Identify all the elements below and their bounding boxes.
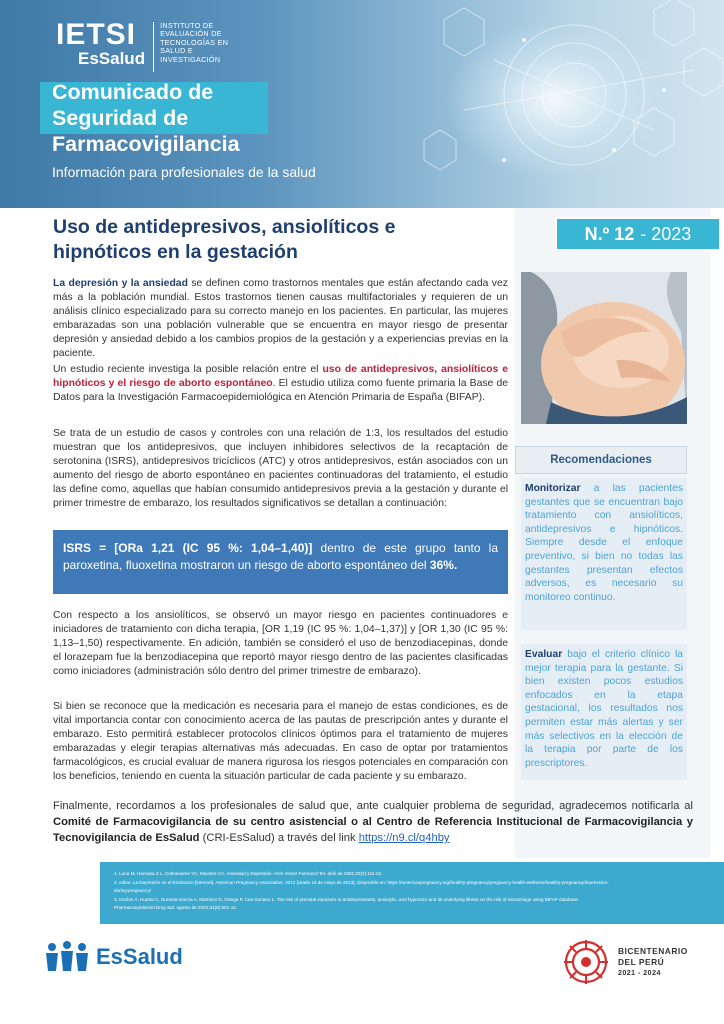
logo-subtitle-line: SALUD E	[160, 46, 193, 56]
bulletin-title	[52, 79, 240, 157]
recommendation-evaluate	[521, 644, 687, 780]
paragraph-conclusion: Si bien se reconoce que la medicación es necesaria para el manejo de estas condiciones, es de vital importancia contar con conocimiento acerca de las pautas de prescripción antes y durante el embarazo. Esto permitirá establecer protocolos clínicos óptimos para el tratamiento de mujeres embarazadas y elegir terapias alternativas más adecuadas. En caso de optar por tratamientos farmacológicos, es crucial evaluar de manera rigurosa los riesgos potenciales en comparación con los beneficios, teniendo en cuenta la situación particular de cada paciente y su embarazo.	[53, 701, 508, 782]
bicentenario-line: DEL PERÚ	[618, 956, 665, 967]
reference-item: during-pregnancy/	[114, 888, 152, 894]
intro-text: se definen como trastornos mentales que están afectando cada vez más a la población mundial. Estos trastornos tienen causas multifactoriales y requieren de un análisis clínico especializado para su correcto manejo en los pacientes. En particular, las mujeres embarazadas son una población vulnerable que se encuentra en mayor riesgo de presentar depresión y ansiedad debido a los cambios propios de la gestación y a experiencias previas en la paciente.	[53, 278, 508, 359]
bicentenario-years: 2021 - 2024	[618, 969, 661, 977]
final-notice-committee: Comité de Farmacovigilancia de su centro asistencial o al Centro de Referencia Institucional de Farmacovigilancia y Tecnovigilancia de EsSalud	[53, 816, 693, 844]
bulletin-title-line: Comunicado de	[52, 80, 214, 104]
report-link[interactable]: https://n9.cl/q4hby	[358, 832, 450, 844]
bicentenario-emblem-icon	[562, 938, 610, 986]
reference-item: Pharmacoepidemiol Drug Saf. agosto de 2022;31(8):801-12.	[114, 905, 238, 911]
essalud-footer-logo	[44, 941, 183, 973]
reference-item: 3. Köchin Á, Huerta C, Durenta-García A, Martínez D, Ortega P, Cea-Soriano L. The risk of prenatal exposure to antidepressants, anxiolytic, and hypnotics and its underlying illness on the risk of miscarriage using BIFAP database.	[114, 896, 580, 902]
bicentenario-text	[618, 946, 688, 979]
recommendation-monitor	[521, 478, 687, 630]
final-notice	[53, 798, 693, 846]
logo-ietsi-text: IETSI	[56, 18, 137, 51]
isrs-result-text: dentro de este grupo tanto la paroxetina, fluoxetina mostraron un riesgo de aborto espontáneo del	[63, 541, 499, 572]
reference-item: 2. editor. La Depresión en el Embarazo [Internet]. American Pregnancy Association. 2012 [citado 16 de mayo de 2023]. Disponible en: https://americanpregnancy.org/healthy-pregnancy/pregnancy-health-wellness/healthy-pregnancy/depression-	[114, 879, 609, 885]
issue-number: N.º 12	[584, 223, 635, 244]
issue-year: - 2023	[640, 223, 692, 244]
references-box	[100, 862, 724, 924]
logo-subtitle-line: INVESTIGACIÓN	[160, 54, 221, 64]
final-notice-start: Finalmente, recordamos a los profesionales de salud que, ante cualquier problema de seguridad, agradecemos notificarla al	[53, 800, 693, 812]
paragraph-intro	[53, 277, 508, 360]
essalud-footer-brand: EsSalud	[96, 944, 183, 969]
issue-number-badge	[555, 217, 721, 251]
bulletin-title-line: Farmacovigilancia	[52, 132, 240, 156]
ietsi-logo	[56, 20, 228, 72]
bicentenario-line: BICENTENARIO	[618, 945, 688, 956]
logo-subtitle-line: TECNOLOGÍAS EN	[160, 37, 229, 47]
tech-hexagon-graphic	[404, 0, 724, 208]
logo-subtitle-line: INSTITUTO DE	[160, 21, 214, 30]
paragraph-anxiolytics: Con respecto a los ansiolíticos, se observó un mayor riesgo en pacientes continuadores e iniciadores de tratamiento con dicha terapia, [OR 1,19 (IC 95 %: 1,04–1,37)] y [OR 1,30 (IC 95 %: 1,13–1,50) respectivamente. En adición, también se consideró el uso de benzodiacepinas, donde el lorazepam fue la benzodiacepina que reportó mayor riesgo dentro de las pacientes clasificadas como iniciadores (administración sólo dentro del primer trimestre de embarazo).	[53, 610, 508, 677]
bulletin-subtitle: Información para profesionales de la salud	[52, 164, 316, 180]
bulletin-title-line: Seguridad de	[52, 106, 189, 130]
logo-essalud-text: EsSalud	[78, 49, 146, 68]
pregnancy-illustration	[521, 272, 687, 424]
essalud-people-icon	[44, 941, 90, 973]
reference-item: 1. Luna M, Harnana Z L, Colmenares YC, Maestre CA. Ansiedad y Depresión. Arch Venez Farmacol Ter. abril de 2001;20(2):111-22.	[114, 871, 383, 876]
isrs-result-box	[53, 530, 508, 594]
intro-highlight: La depresión y la ansiedad	[53, 278, 188, 289]
logo-wordmark	[56, 20, 145, 68]
paragraph-results: Se trata de un estudio de casos y controles con una relación de 1:3, los resultados del estudio muestran que los antidepresivos, que incluyen inhibidores selectivos de la recaptación de serotonina (ISRS), antidepresivos tricíclicos (ATC) y otros antidepresivos, están asociados con un aumento del riesgo de aborto espontáneo en pacientes continuadoras del tratamiento, el estudio las define como, aquellas que habían consumido antidepresivos previa a la gestación y durante el primer trimestre de embarazo, los resultados significativos se detallan a continuación:	[53, 428, 508, 509]
logo-subtitle-line: EVALUACIÓN DE	[160, 29, 222, 39]
recommendation-evaluate-keyword: Evaluar	[525, 649, 563, 660]
logo-divider	[153, 22, 154, 72]
final-notice-mid: (CRI-EsSalud) a través del link	[199, 832, 359, 844]
isrs-result-bold: ISRS = [ORa 1,21 (IC 95 %: 1,04–1,40)]	[63, 541, 313, 555]
study-text-start: Un estudio reciente investiga la posible relación entre el	[53, 364, 323, 375]
pregnant-woman-photo	[521, 272, 687, 424]
recommendation-evaluate-text: bajo el criterio clínico la mejor terapia para la gestante. Si bien existen pocos estudios enfocados en la etapa gestacional, los resultados nos permiten estar más alertas y ser más selectivos en la elección de la terapia por parte de los prescriptores.	[525, 649, 683, 769]
recommendation-monitor-text: a las pacientes gestantes que se encuentran bajo tratamiento con ansiolíticos, antidepresivos e hipnóticos. Siempre desde el enfoque preventivo, si bien no todas las gestantes presentan efectos adversos, es necesario su monitoreo continuo.	[525, 483, 683, 603]
article-title: Uso de antidepresivos, ansiolíticos e hipnóticos en la gestación	[53, 216, 396, 263]
isrs-result-percent: 36%.	[429, 558, 458, 572]
paragraph-study	[53, 363, 508, 405]
study-text-end: . El estudio utiliza como fuente primaria la Base de Datos para la Investigación Farmacoepidemiológica en Atención Primaria de España (BIFAP).	[53, 377, 508, 403]
bicentenario-logo	[562, 938, 688, 986]
logo-subtitle	[160, 22, 228, 64]
header-banner	[0, 0, 724, 208]
recommendation-monitor-keyword: Monitorizar	[525, 483, 581, 494]
recommendations-heading: Recomendaciones	[515, 446, 687, 474]
study-highlight: uso de antidepresivos, ansiolíticos e hipnóticos y el riesgo de aborto espontáneo	[53, 364, 508, 389]
